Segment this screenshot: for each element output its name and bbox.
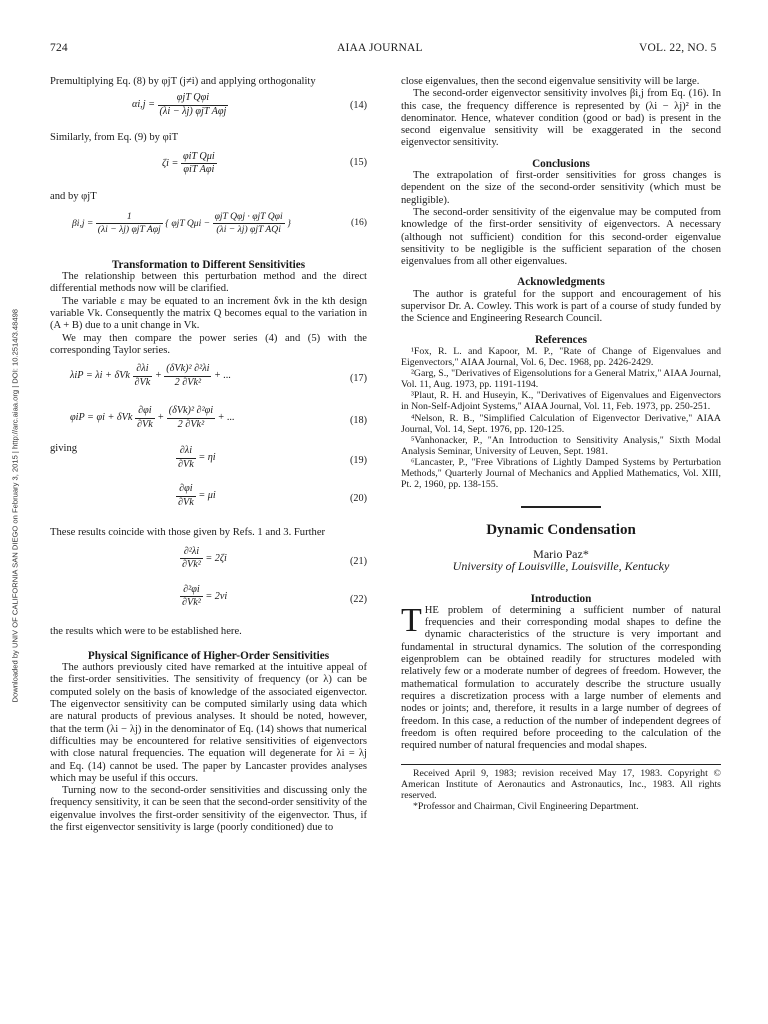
reference-item: ⁵Vanhonacker, P., "An Introduction to Sensitivity Analysis," Sixth Modal Analysis Seminar, University of Leuven, Sept. 1981. (401, 434, 721, 457)
left-column: Premultiplying Eq. (8) by φjT (j≠i) and applying orthogonality αi,j = $\frac{\text{φjT Qφi}}{\text{(λi − λj) φjT Aφj}}$ (14) Similarly, from Eq. (9) by φiT ζi = $\frac{\text{φiT Qμi}}{\text{φiT Aφi}}$ (15) and by φjT βi,j = $\frac{1}{\text{(λi − λj) φjT Aφj}}$ { φjT Qμi − $\frac{\text{φjT Qφj · φjT Qφi}}{\text{(λi − λj) φjT AQi}}$ } (16) Transformation to Different Sensitivities The relationship between this perturbation method and the direct differential methods now will be clarified. The variable ε may be equated to an increment δvk in the kth design variable Vk. Consequently the matrix Q becomes equal to the variation in (A + B) due to a unit change in Vk. We may then compare the power series (4) and (5) with the corresponding Taylor series. λiP = λi + δVk $\frac{\partial\lambda i}{\partial Vk}$ + $\frac{\text{(δVk)² ∂²λi}}{\text{2 ∂Vk²}}$ + ... (17) φiP = φi + δVk $\frac{\partial\varphi i}{\partial Vk}$ + $\frac{\text{(δVk)² ∂²φi}}{\text{2 ∂Vk²}}$ + ... (18) giving $\frac{\partial\lambda i}{\partial Vk}$ = ηi (19) $\frac{\partial\varphi i}{\partial Vk}$ = μi (20) These results coincide with those given by Refs. 1 and 3. Further $\frac{\text{∂²λi}}{\text{∂Vk²}}$ = 2ζi (21) $\frac{\text{∂²φi}}{\text{∂Vk²}}$ = 2vi (22) the results which were to be established here. Physical Significance of Higher-Order Sensitivities The authors previously cited have remarked at the intuitive appeal of the first-order sensitivities. The sensitivity of frequency (or λ) can be computed solely on the basis of knowledge of the associated eigenvector. The eigenvector sensitivity can be computed similarly using data which are natural products of previous analyses. It should be noted, however, that the term (λi − λj) in the denominator of Eq. (14) shows that numerical difficulties may be encountered for relative sensitivities of eigenvectors with close natural frequencies. The equation will degenerate for λi = λj and Eq. (14) cannot be used. The paper by Lancaster provides analyses which may be useful if this occurs. Turning now to the second-order sensitivities and discussing only the frequency sensitivity, it can be seen that the second-order sensitivity of the eigenvalue involves the first-order sensitivity of the eigenvector. Thus, if the first eigenvector sensitivity is large (poorly conditioned) due to (50, 76, 367, 834)
eq-term: { φjT Qμi − (165, 217, 211, 229)
section-heading: Conclusions (532, 157, 590, 170)
eq-fraction: $\frac{\partial\lambda i}{\partial Vk}$ (134, 363, 151, 388)
paragraph: and by φjT (50, 190, 97, 202)
equation-number: (19) (350, 455, 367, 467)
reference-list (401, 346, 721, 490)
equation-number: (17) (350, 373, 367, 385)
paragraph: The second-order sensitivity of the eigenvalue may be computed from knowledge of the first-order sensitivity of eigenvectors. A necessary (although not sufficient) condition for this second-order eigenvalue sensitivity to be negligible is the sufficient separation of the chosen eigenvalues from all other eigenvalues. (401, 206, 721, 268)
eq-fraction: $\frac{\text{φiT Qμi}}{\text{φiT Aφi}}$ (182, 150, 215, 175)
eq-lhs: αi,j = (132, 99, 155, 111)
eq-fraction: $\frac{\text{φjT Qφj · φjT Qφi}}{\text{(λi − λj) φjT AQi}}$ (214, 210, 283, 236)
eq-fraction: $\frac{\partial\varphi i}{\partial Vk}$ (136, 405, 153, 430)
reference-item: ⁶Lancaster, P., "Free Vibrations of Lightly Damped Systems by Perturbation Methods," Quarterly Journal of Mechanics and Applied Mathematics, Vol. XIII, Pt. 2, 1960, pp. 138-155. (401, 456, 721, 491)
eq-lhs: βi,j = (72, 217, 94, 229)
equation-21 (50, 544, 367, 582)
equation-14 (50, 88, 367, 132)
reference-item: ⁴Nelson, R. B., "Simplified Calculation of Eigenvector Derivative," AIAA Journal, Vol. 14, Sept. 1976, pp. 120-125. (401, 412, 721, 435)
paragraph: The relationship between this perturbation method and the direct differential methods now will be clarified. (50, 271, 367, 295)
paragraph: Similarly, from Eq. (9) by φiT (50, 132, 179, 144)
equation-number: (15) (350, 156, 367, 168)
equation-19 (50, 443, 367, 481)
footnote: *Professor and Chairman, Civil Engineering Department. (413, 801, 639, 813)
eq-fraction: $\frac{\partial\varphi i}{\partial Vk}$ (178, 483, 194, 508)
article-title: Dynamic Condensation (486, 521, 636, 538)
separator-rule (521, 506, 601, 508)
eq-term: + ... (214, 370, 232, 382)
equation-17 (50, 361, 367, 403)
eq-lhs: φiP = φi + δVk (70, 412, 133, 424)
eq-lhs: λiP = λi + δVk (70, 370, 130, 382)
equation-number: (21) (350, 555, 367, 567)
eq-fraction: $\frac{1}{\text{(λi − λj) φjT Aφj}}$ (97, 210, 161, 236)
paragraph: We may then compare the power series (4) and (5) with the corresponding Taylor series. (50, 332, 367, 356)
paragraph: These results coincide with those given by Refs. 1 and 3. Further (50, 527, 326, 539)
paragraph: The author is grateful for the support and encouragement of his supervisor Dr. A. Cowley. This work is part of a course of study funded by the Science and Engineering Research Council. (401, 288, 721, 325)
equation-22 (50, 582, 367, 626)
intro-text: HE problem of determining a sufficient number of natural frequencies and their corresponding modal shapes to define the dynamic characteristics of the structure is very important and fundamental in structural dynamics. The solution of the corresponding eigenproblem can be obtained readily for structures modeled with relatively few or a moderate number of degrees of freedom. However, the mathematical formulation to accurately describe the structure usually requires a discretization process with a large number of elements and nodes or joints; and, therefore, it results in a large number of degrees of freedom. In this case, a reduction of the number of independent degrees of freedom is often required before proceeding to the calculation of the required number of natural frequencies and modal shapes. (401, 604, 721, 752)
eq-term: + ... (217, 412, 235, 424)
reference-item: ³Plaut, R. H. and Huseyin, K., "Derivatives of Eigenvalues and Eigenvectors in Non-Self-Adjoint Systems," AIAA Journal, Vol. 11, Feb. 1973, pp. 250-251. (401, 390, 721, 413)
footnote: Received April 9, 1983; revision received May 17, 1983. Copyright © American Institute of Aeronautics and Astronautics, Inc., 1983. All rights reserved. (401, 768, 721, 802)
eq-fraction: $\frac{\text{∂²φi}}{\text{∂Vk²}}$ (182, 583, 201, 608)
equation-number: (18) (350, 415, 367, 427)
section-heading: References (535, 333, 587, 346)
reference-item: ²Garg, S., "Derivatives of Eigensolutions for a General Matrix," AIAA Journal, Vol. 11, Aug. 1973, pp. 1191-1194. (401, 368, 721, 391)
eq-rhs: = μi (198, 490, 216, 502)
page-number: 724 (50, 42, 68, 54)
author-affiliation: University of Louisville, Louisville, Kentucky (452, 559, 670, 574)
footnotes (401, 764, 721, 812)
eq-rhs: = ηi (198, 452, 216, 464)
eq-term: + (154, 370, 162, 382)
equation-20 (50, 481, 367, 527)
section-heading: Transformation to Different Sensitivities (111, 258, 306, 271)
section-heading: Physical Significance of Higher-Order Sensitivities (87, 649, 330, 662)
eq-rhs: = 2ζi (205, 552, 227, 564)
eq-term: + (157, 412, 165, 424)
eq-lhs: ζi = (162, 157, 179, 169)
section-heading: Introduction (530, 592, 592, 605)
equation-number: (14) (350, 100, 367, 112)
eq-rhs: = 2vi (205, 590, 228, 602)
article-author: Mario Paz* (533, 546, 589, 561)
equation-number: (20) (350, 493, 367, 505)
download-stamp: Downloaded by UNIV OF CALIFORNIA SAN DIEGO on February 3, 2015 | http://arc.aiaa.org | DOI: 10.2514/3.48498 (10, 308, 20, 703)
reference-item: ¹Fox, R. L. and Kapoor, M. P., "Rate of Change of Eigenvalues and Eigenvectors," AIAA Journal, Vol. 6, Dec. 1968, pp. 2426-2429. (401, 345, 721, 369)
paragraph: close eigenvalues, then the second eigenvalue sensitivity will be large. (401, 76, 700, 87)
volume-info: VOL. 22, NO. 5 (639, 42, 717, 54)
intro-paragraph (401, 601, 721, 753)
paragraph: The second-order eigenvector sensitivity involves βi,j from Eq. (16). In this case, the frequency difference is represented by (λi − λj)² in the denominator. Hence, whatever condition (good or bad) is present in the second eigenvalue sensitivity will be exaggerated in the second eigenvector sensitivity. (401, 88, 721, 149)
equation-number: (22) (350, 593, 367, 605)
journal-name: AIAA JOURNAL (337, 42, 423, 54)
equation-18 (50, 403, 367, 443)
equation-16 (50, 203, 367, 253)
drop-cap: T (401, 601, 422, 639)
eq-fraction: $\frac{\text{φjT Qφi}}{\text{(λi − λj) φjT Aφj}}$ (159, 92, 227, 117)
paragraph: Turning now to the second-order sensitivities and discussing only the frequency sensitivity, it can be seen that the second-order sensitivity of the eigenvalue involves the first-order sensitivity of the eigenvector. Thus, if the first eigenvector sensitivity is large (poorly conditioned) due to (50, 785, 367, 834)
paragraph: The authors previously cited have remarked at the intuitive appeal of the first-order sensitivities. The sensitivity of frequency (or λ) can be computed solely on the basis of knowledge of the associated eigenvector. The eigenvector sensitivity can be computed similarly using data which are natural products of previous analyses. It should be noted, however, that the term (λi − λj) in the denominator of Eq. (14) shows that numerical difficulties may be encountered for relative sensitivities of eigenvectors with close natural frequencies. The equation will degenerate for λi = λj and Eq. (14) cannot be used. The paper by Lancaster provides analyses which may be useful if this occurs. (50, 662, 367, 784)
paragraph: Premultiplying Eq. (8) by φjT (j≠i) and applying orthogonality (50, 76, 316, 87)
section-heading: Acknowledgments (517, 276, 605, 289)
paragraph: The variable ε may be equated to an increment δvk in the kth design variable Vk. Consequently the matrix Q becomes equal to the variation in (A + B) due to a unit change in Vk. (50, 295, 367, 332)
eq-brace: } (287, 217, 291, 229)
right-column (401, 76, 721, 812)
eq-fraction: $\frac{\text{(δVk)² ∂²λi}}{\text{2 ∂Vk²}}$ (166, 363, 210, 388)
equation-15 (50, 145, 367, 191)
eq-fraction: $\frac{\text{(δVk)² ∂²φi}}{\text{2 ∂Vk²}}$ (168, 405, 214, 430)
paragraph: the results which were to be established here. (50, 625, 242, 637)
eq-fraction: $\frac{\partial\lambda i}{\partial Vk}$ (178, 445, 194, 470)
eq-fraction: $\frac{\text{∂²λi}}{\text{∂Vk²}}$ (182, 545, 201, 570)
paragraph: The extrapolation of first-order sensitivities for gross changes is dependent on the size of the second-order sensitivity (which must be negligible). (401, 170, 721, 206)
equation-number: (16) (351, 216, 367, 228)
